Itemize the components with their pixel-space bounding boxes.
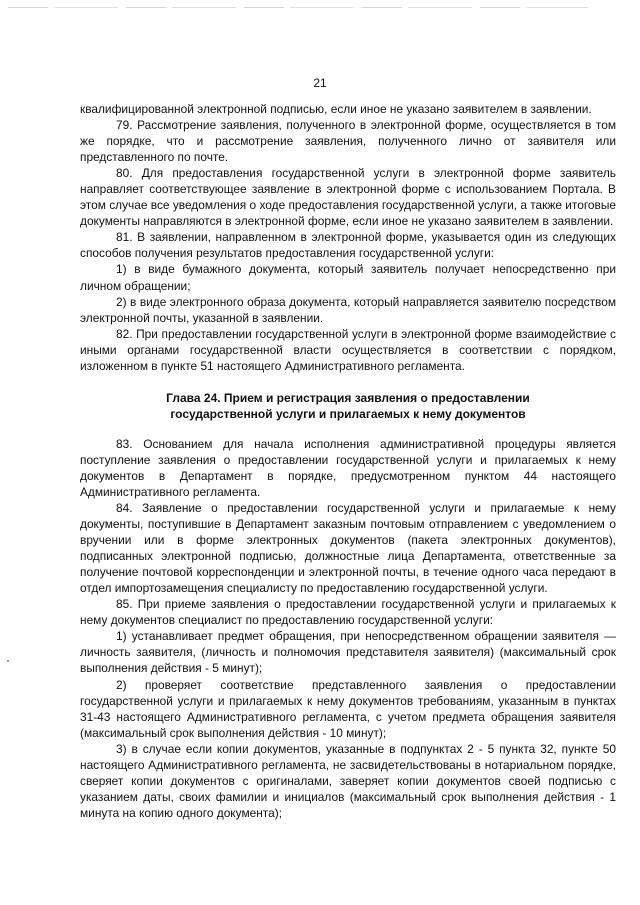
scan-artifact-dot [7,660,9,662]
paragraph-82: 82. При предоставлении государственной услуги в электронной форме взаимодействие с иными органами государственной власти осуществляется в соответствии с порядком, изложенном в пункте 51 настоящего Административного регламента. [80,326,616,373]
paragraph-79: 79. Рассмотрение заявления, полученного в электронной форме, осуществляется в том же порядке, что и рассмотрение заявления, полученного лично от заявителя или представленного по почте. [80,118,616,165]
page-number: 21 [313,76,327,90]
paragraph-81-item-2: 2) в виде электронного образа документа, который направляется заявителю посредством электронной почты, указанной в заявлении. [80,294,616,325]
chapter-heading-line-1: Глава 24. Прием и регистрация заявления о предоставлении [166,390,530,405]
paragraph-81-item-1: 1) в виде бумажного документа, который заявитель получает непосредственно при личном обращении; [80,262,616,293]
chapter-heading-line-2: государственной услуги и прилагаемых к нему документов [170,406,526,421]
paragraph-83: 83. Основанием для начала исполнения административной процедуры является поступление заявления о предоставлении государственной услуги и прилагаемых к нему документов в Департамент в порядке, предусмотренном пунктом 44 настоящего Административного регламента. [80,436,616,499]
paragraph-80: 80. Для предоставления государственной услуги в электронной форме заявитель направляет соответствующее заявление в электронной форме с использованием Портала. В этом случае все уведомления о ходе предоставления государственной услуги, а также итоговые документы направляются в электронной форме, если иное не указано заявителем в заявлении. [80,166,616,229]
paragraph-81: 81. В заявлении, направленном в электронной форме, указывается один из следующих способов получения результатов предоставления государственной услуги: [80,230,616,261]
document-body [80,101,616,821]
chapter-heading [80,390,616,422]
paragraph-84: 84. Заявление о предоставлении государственной услуги и прилагаемые к нему документы, поступившие в Департамент заказным почтовым отправлением с уведомлением о вручении или в форме электронных документов (пакета электронных документов), подписанных электронной подписью, должностные лица Департамента, ответственные за получение почтовой корреспонденции и электронной почты, в течение одного часа передают в отдел импортозамещения специалисту по предоставлению государственной услуги. [80,500,616,596]
paragraph-85-item-3: 3) в случае если копии документов, указанные в подпунктах 2 - 5 пункта 32, пункте 50 настоящего Административного регламента, не засвидетельствованы в нотариальном порядке, сверяет копии документов с оригиналами, заверяет копии документов своей подписью с указанием даты, своих фамилии и инициалов (максимальный срок выполнения действия - 1 минута на копию одного документа); [80,741,616,820]
paragraph-85: 85. При приеме заявления о предоставлении государственной услуги и прилагаемых к нему документов специалист по предоставлению государственной услуги: [80,597,616,628]
paragraph-85-item-1: 1) устанавливает предмет обращения, при непосредственном обращении заявителя — личность заявителя, (личность и полномочия представителя заявителя) (максимальный срок выполнения действия - 5 минут); [80,629,616,676]
paragraph-85-item-2: 2) проверяет соответствие представленного заявления о предоставлении государственной услуги и прилагаемых к нему документов требованиям, указанным в пунктах 31-43 настоящего Административного регламента, с учетом предмета обращения заявителя (максимальный срок выполнения действия - 10 минут); [80,677,616,740]
scan-artifact-line [8,7,588,8]
paragraph-continuation: квалифицированной электронной подписью, если иное не указано заявителем в заявлении. [80,102,592,116]
